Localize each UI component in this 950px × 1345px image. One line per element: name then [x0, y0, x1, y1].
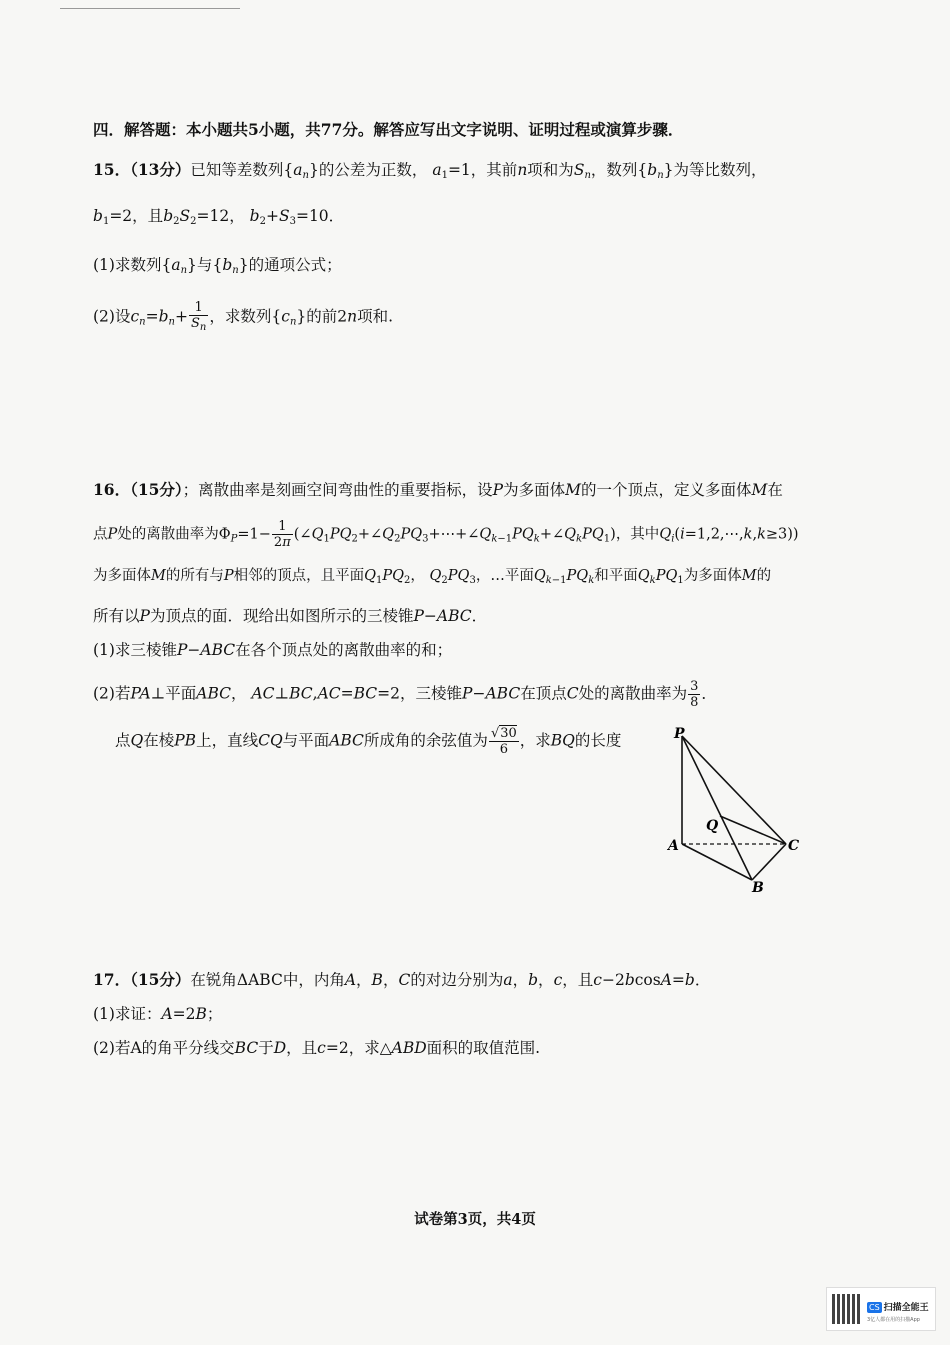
label-Q: Q	[706, 818, 719, 834]
q17-part-1: (1)求证：A=2B；	[93, 1005, 223, 1023]
q16-number: 16．（15分）	[93, 480, 183, 499]
section-heading: 四．解答题：本小题共5小题，共77分。解答应写出文字说明、证明过程或演算步骤．	[93, 120, 684, 139]
label-A: A	[668, 838, 679, 854]
edge-PB	[682, 736, 752, 880]
page-footer: 试卷第3页，共4页	[414, 1211, 536, 1228]
label-C: C	[788, 838, 800, 854]
edge-BC	[752, 844, 786, 880]
label-B: B	[752, 880, 764, 896]
stamp-subtitle: 3亿人都在用的扫描App	[867, 1317, 920, 1323]
q16-part-1: (1)求三棱锥P−ABC在各个顶点处的离散曲率的和；	[93, 641, 453, 659]
label-P: P	[674, 726, 685, 742]
q15-line-1: 15．（13分）已知等差数列$\{a_n\}$的公差为正数， $a_1=1$，其前n项和为$S_n$，数列$\{b_n\}$为等比数列，	[93, 160, 767, 181]
q17-part-2: (2)若A的角平分线交BC于D，且c=2，求△ABD面积的取值范围.	[93, 1039, 541, 1057]
q16-line-1: 16．（15分）；离散曲率是刻画空间弯曲性的重要指标，设P为多面体M的一个顶点，定义多面体M在	[93, 480, 783, 499]
q17-number: 17．（15分）	[93, 970, 191, 989]
q15-line-2: $b_1=2$，且$b_2S_2=12$， $b_2+S_3=10$．	[93, 207, 345, 227]
edge-AB	[682, 844, 752, 880]
q15-number: 15．（13分）	[93, 160, 191, 179]
camscanner-logo-icon: CS	[869, 1303, 880, 1312]
q16-line-4: 所有以P为顶点的面．现给出如图所示的三棱锥P−ABC．	[93, 607, 488, 625]
q16-part-2-cont: 点Q在棱PB上，直线CQ与平面ABC所成角的余弦值为 $\frac{√30}{6}$ ，求BQ的长度	[115, 726, 622, 757]
q16-part-2: (2)若PA⊥平面ABC， AC⊥BC,AC=BC=2，三棱锥P−ABC在顶点C处的离散曲率为 $\frac{3}{8}$ ．	[93, 679, 717, 710]
top-rule	[60, 8, 240, 9]
edge-PC	[682, 736, 786, 844]
qr-code-icon	[832, 1294, 862, 1324]
q17-line-1: 17．（15分）在锐角ΔABC中，内角A，B，C的对边分别为a，b，c，且c−2bcosA=b．	[93, 970, 711, 989]
q15-part-2: (2)设$c_n=b_n+$ $\frac{1}{S_n}$ ，求数列$\{c_n\}$的前2n项和.	[93, 300, 394, 333]
scanner-watermark	[826, 1287, 936, 1331]
tetrahedron-figure	[660, 718, 810, 903]
q16-line-3: 为多面体M的所有与P相邻的顶点，且平面$Q_1PQ_2$， $Q_2PQ_3$，…平面$Q_{k-1}PQ_k$和平面$Q_kPQ_1$为多面体M的	[93, 568, 772, 586]
segment-QC	[720, 816, 786, 844]
q15-part-1: (1)求数列$\{a_n\}$与$\{b_n\}$的通项公式；	[93, 256, 342, 276]
stamp-title: 扫描全能王	[883, 1303, 929, 1313]
q16-line-2: 点P处的离散曲率为$\Phi_P=1-$ $\frac{1}{2\pi}$ $(\angle Q_1PQ_2+\angle Q_2PQ_3+\cdots+\angle Q_{k-1}PQ_k+\angle Q_kPQ_1)$，其中$Q_i(i=1,2,\cdots,k,k\ge 3)$)	[93, 519, 799, 550]
